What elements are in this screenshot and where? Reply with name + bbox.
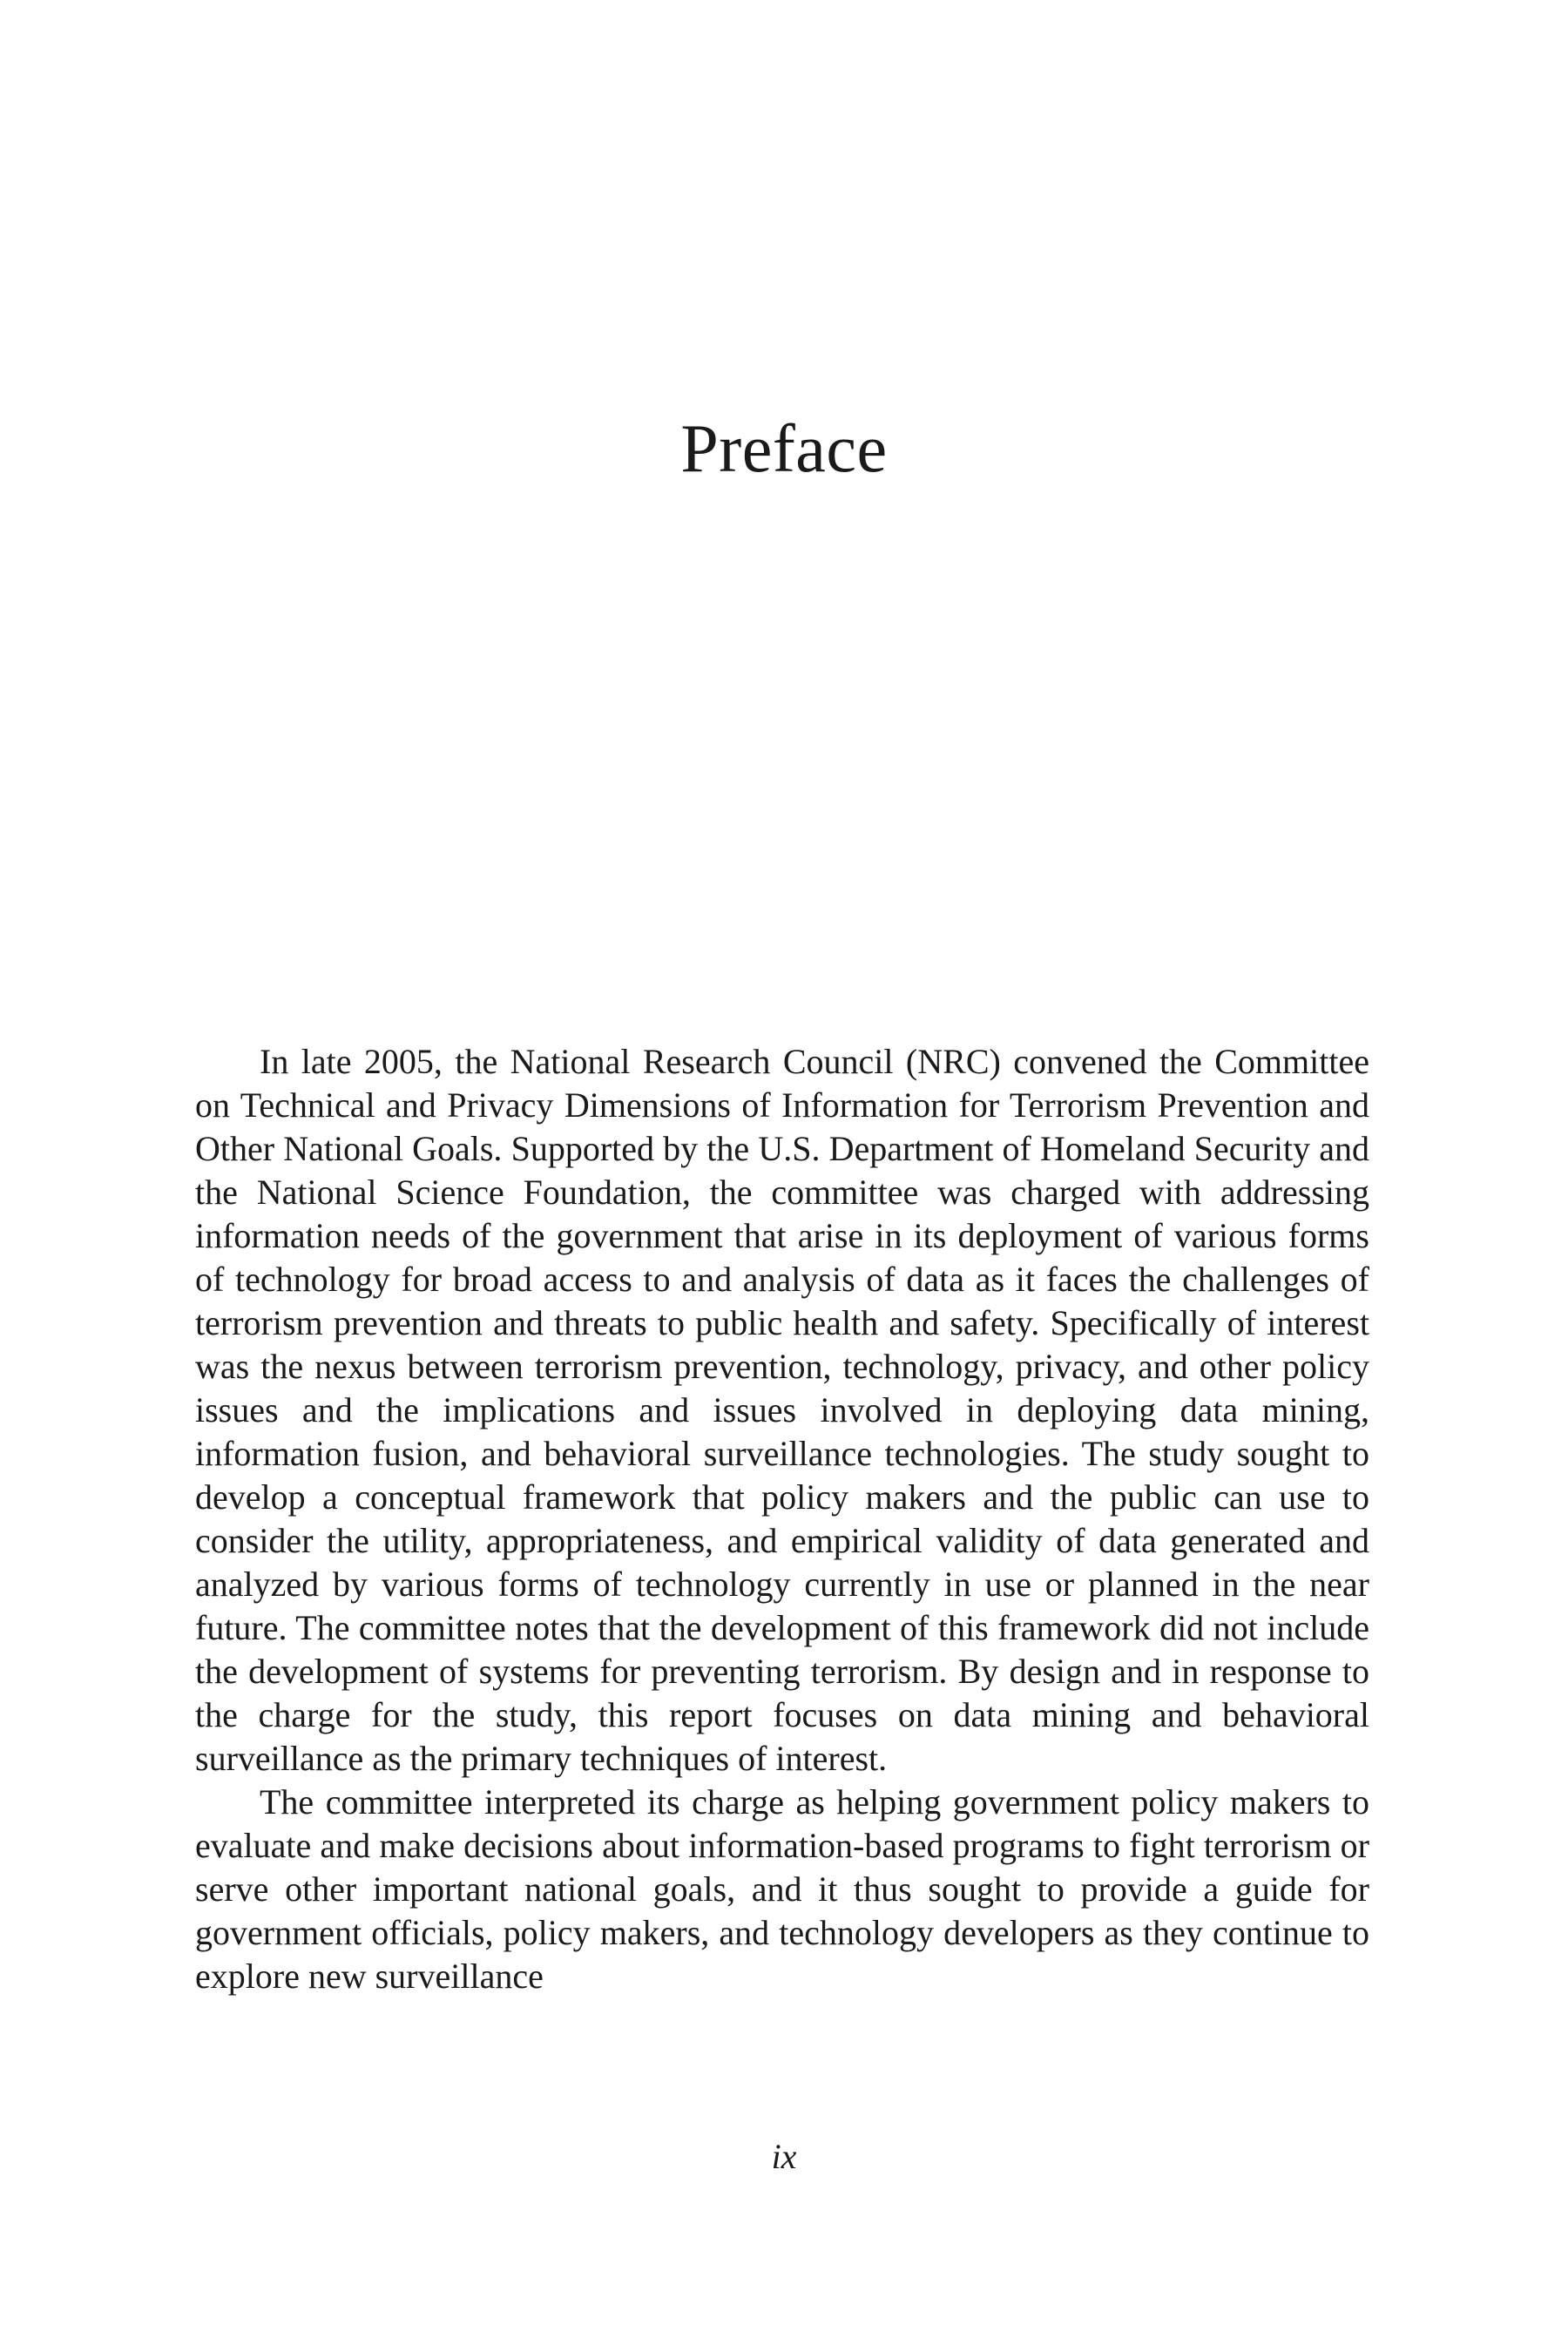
preface-body <box>195 1040 1369 1998</box>
paragraph-2: The committee interpreted its charge as helping government policy makers to evaluate and make decisions about information-based programs to fight terrorism or serve other important national goals, and it thus sought to provide a guide for government officials, policy makers, and technology developers as they continue to explore new surveillance <box>195 1782 1369 1996</box>
paragraph-1: In late 2005, the National Research Council (NRC) convened the Committee on Technical and Privacy Dimensions of Information for Terrorism Prevention and Other National Goals. Supported by the U.S. Department of Homeland Security and the National Science Foundation, the committee was charged with addressing information needs of the government that arise in its deployment of various forms of technology for broad access to and analysis of data as it faces the challenges of terrorism prevention and threats to public health and safety. Specifically of interest was the nexus between terrorism prevention, technology, privacy, and other policy issues and the implications and issues involved in deploying data mining, information fusion, and behavioral surveillance technologies. The study sought to develop a conceptual framework that policy makers and the public can use to consider the utility, appropriateness, and empirical validity of data generated and analyzed by various forms of technology currently in use or planned in the near future. The committee notes that the development of this framework did not include the development of systems for preventing terrorism. By design and in response to the charge for the study, this report focuses on data mining and behavioral surveillance as the primary techniques of interest. <box>195 1042 1369 1778</box>
page-number: ix <box>771 2137 797 2176</box>
page-title: Preface <box>680 410 888 486</box>
